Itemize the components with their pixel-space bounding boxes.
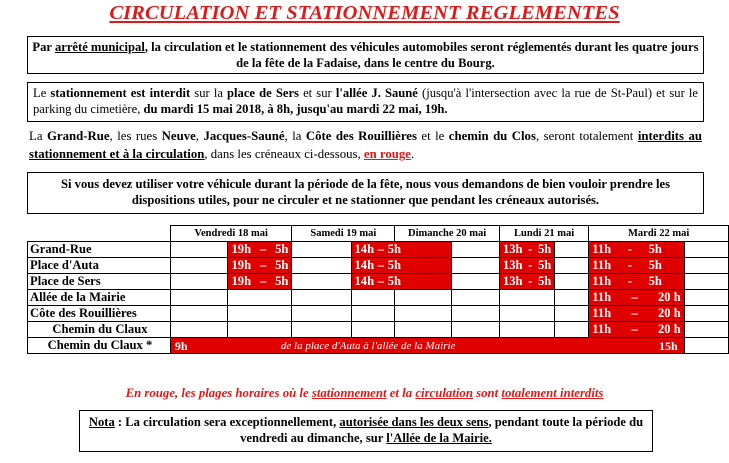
notice-dispositions: Si vous devez utiliser votre véhicule durant la période de la fête, nous vous demandons de bien vouloir prendre les dispositions utiles, pour ne circuler et ne stationner que pendant les créneaux autorisés.	[27, 172, 704, 214]
forbidden-slot: 13h - 5h	[499, 258, 554, 274]
nota-box: Nota : La circulation sera exceptionnellement, autorisée dans les deux sens, pendant toute la période du vendredi au dimanche, sur l'Allée de la Mairie.	[79, 410, 653, 452]
row-label: Côte des Rouillières	[28, 306, 171, 322]
page-title: CIRCULATION ET STATIONNEMENT REGLEMENTES	[109, 2, 620, 24]
table-row	[28, 306, 729, 322]
row-label: Grand-Rue	[28, 242, 171, 258]
notice-stationnement: Le stationnement est interdit sur la place de Sers et sur l'allée J. Sauné (jusqu'à l'intersection avec la rue de St-Paul) et sur le parking du cimetière, du mardi 15 mai 2018, à 8h, jusqu'au mardi 22 mai, 19h.	[27, 82, 704, 122]
notice-arrete: Par arrêté municipal, la circulation et le stationnement des véhicules automobiles seront réglementés durant les quatre jours de la fête de la Fadaise, dans le centre du Bourg.	[27, 36, 704, 74]
row-label: Place d'Auta	[28, 258, 171, 274]
forbidden-slot: 13h - 5h	[499, 274, 554, 290]
forbidden-slot: 13h - 5h	[499, 242, 554, 258]
table-row	[28, 258, 729, 274]
forbidden-slot: 14h – 5h	[351, 274, 452, 290]
streets-paragraph: La Grand-Rue, les rues Neuve, Jacques-Sauné, la Côte des Rouillières et le chemin du Clos, seront totalement interdits au stationnement et à la circulation, dans les créneaux ci-dessous, en rouge.	[29, 129, 702, 161]
day-header: Samedi 19 mai	[292, 226, 395, 242]
row-label: Allée de la Mairie	[28, 290, 171, 306]
table-row	[28, 242, 729, 258]
forbidden-slot: 11h - 5h	[589, 258, 666, 274]
table-row	[28, 322, 729, 338]
row-label: Chemin du Claux	[28, 322, 171, 338]
day-header: Mardi 22 mai	[589, 226, 729, 242]
day-header: Dimanche 20 mai	[395, 226, 500, 242]
table-row	[28, 290, 729, 306]
forbidden-slot: 19h – 5h	[228, 242, 292, 258]
forbidden-slot: 14h – 5h	[351, 242, 452, 258]
row-label: Place de Sers	[28, 274, 171, 290]
schedule-header-row	[28, 226, 729, 242]
forbidden-slot: 14h – 5h	[351, 258, 452, 274]
day-header: Vendredi 18 mai	[170, 226, 292, 242]
forbidden-slot: 11h – 20 h	[589, 322, 684, 338]
forbidden-slot: 11h – 20 h	[589, 290, 684, 306]
forbidden-slot: 19h – 5h	[228, 274, 292, 290]
row-label: Chemin du Claux *	[28, 338, 171, 354]
day-header: Lundi 21 mai	[499, 226, 588, 242]
table-row	[28, 274, 729, 290]
forbidden-slot: 19h – 5h	[228, 258, 292, 274]
table-row	[28, 338, 729, 354]
forbidden-slot: 11h - 5h	[589, 242, 666, 258]
forbidden-slot: 11h - 5h	[589, 274, 666, 290]
schedule-table	[27, 225, 729, 354]
legend-note: En rouge, les plages horaires où le stationnement et la circulation sont totalement interdits	[125, 386, 604, 400]
forbidden-slot: 9h de la place d'Auta à l'allée de la Mairie 15h	[170, 338, 684, 354]
forbidden-slot: 11h – 20 h	[589, 306, 684, 322]
